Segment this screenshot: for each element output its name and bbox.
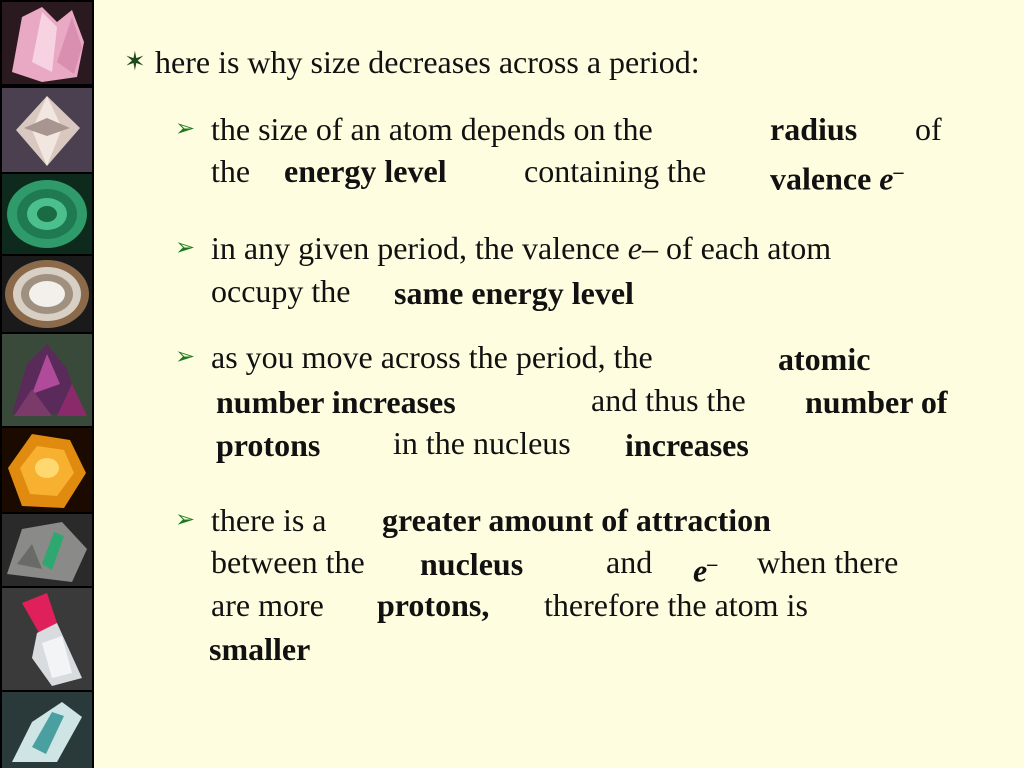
answer-valence: valence e– xyxy=(770,160,904,197)
text-fragment: and xyxy=(606,544,653,580)
aquamarine-image xyxy=(2,692,92,768)
rubellite-image xyxy=(2,588,92,690)
answer-atomic: atomic xyxy=(778,341,871,377)
text-fragment: in the nucleus xyxy=(393,425,571,461)
text-fragment: between the xyxy=(211,544,365,580)
text-fragment: are more xyxy=(211,587,324,623)
answer-e-minus: e– xyxy=(693,552,718,589)
answer-greater-attraction: greater amount of attraction xyxy=(382,502,771,538)
answer-smaller: smaller xyxy=(209,631,311,667)
answer-protons: protons xyxy=(216,427,321,463)
agate-image xyxy=(2,256,92,332)
amber-image xyxy=(2,428,92,512)
text-fragment: occupy the xyxy=(211,273,351,309)
text-fragment: therefore the atom is xyxy=(544,587,808,623)
text-fragment: containing the xyxy=(524,153,707,189)
answer-number-of: number of xyxy=(805,384,948,420)
answer-same-energy-level: same energy level xyxy=(394,275,634,311)
amethyst-image xyxy=(2,334,92,426)
answer-number-increases: number increases xyxy=(216,384,456,420)
answer-increases: increases xyxy=(625,427,749,463)
arrow-bullet-icon: ➢ xyxy=(175,344,196,370)
star-bullet-icon: ✶ xyxy=(124,47,146,76)
arrow-bullet-icon: ➢ xyxy=(175,235,196,261)
emerald-matrix-image xyxy=(2,514,92,586)
mineral-image-strip xyxy=(0,0,94,768)
text-fragment: the xyxy=(211,153,251,189)
arrow-bullet-icon: ➢ xyxy=(175,116,196,142)
text-fragment: in any given period, the valence e– of each atom xyxy=(211,230,832,266)
answer-protons-2: protons, xyxy=(377,587,490,623)
text-fragment: there is a xyxy=(211,502,327,538)
answer-radius: radius xyxy=(770,111,858,147)
answer-nucleus: nucleus xyxy=(420,546,524,582)
text-fragment: when there xyxy=(757,544,899,580)
malachite-image xyxy=(2,174,92,254)
topaz-image xyxy=(2,88,92,172)
text-fragment: and thus the xyxy=(591,382,746,418)
answer-energy-level: energy level xyxy=(284,153,447,189)
rose-quartz-image xyxy=(2,2,92,84)
text-fragment: of xyxy=(915,111,942,147)
text-fragment: as you move across the period, the xyxy=(211,339,653,375)
arrow-bullet-icon: ➢ xyxy=(175,507,196,533)
slide-heading: here is why size decreases across a period: xyxy=(155,44,700,80)
text-fragment: the size of an atom depends on the xyxy=(211,111,653,147)
